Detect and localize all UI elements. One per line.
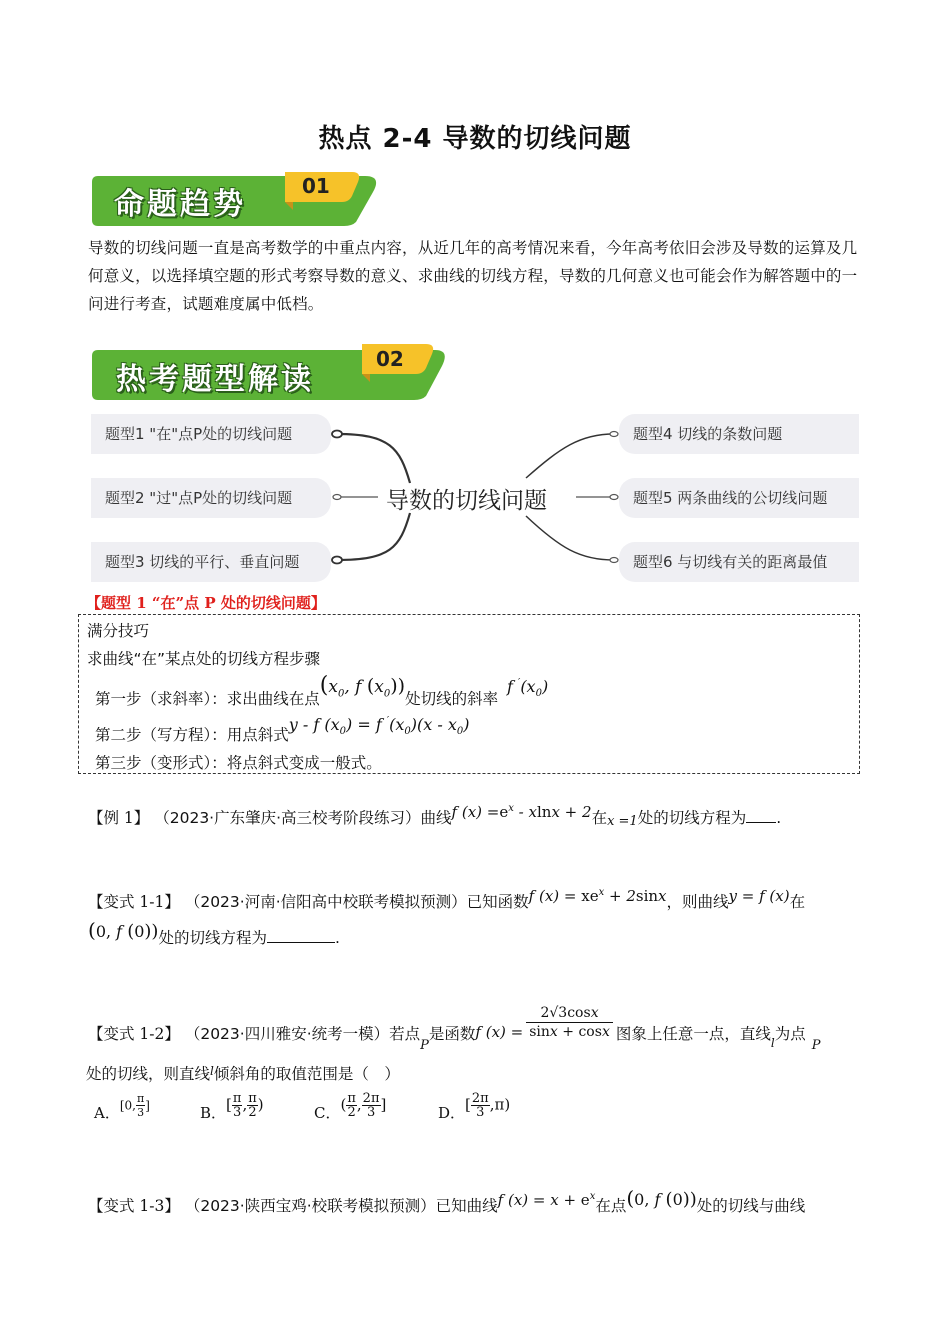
variant-tag: 【变式 1-2】 <box>88 1025 180 1043</box>
tips-box <box>78 614 860 774</box>
banner-number: 02 <box>376 347 404 371</box>
variant-line2b: 倾斜角的取值范围是（ ） <box>213 1065 400 1083</box>
point-p: P <box>420 1038 429 1053</box>
fraction: $\frac{2√3\cos x}{\sin x + \cos x}$ <box>526 1004 613 1041</box>
point-p: P <box>811 1038 821 1053</box>
example-end: 处的切线方程为 <box>637 809 747 827</box>
variant-source: （2023·四川雅安·统考一模）若点 <box>184 1025 421 1043</box>
variant-1-1-line2: (0, f (0))处的切线方程为 . <box>88 918 340 947</box>
variant-mid: 在点 <box>595 1197 627 1215</box>
line-l: l <box>210 1064 214 1078</box>
option-b[interactable]: B．[ $\frac{\pi}{3}$ , $\frac{\pi}{2}$ ) <box>200 1091 264 1122</box>
example-1: 【例 1】 （2023·广东肇庆·高三校考阶段练习）曲线f $(x) =e^x - xlnx + 2$在$_{x =1}$处的切线方程为 . <box>88 803 782 829</box>
option-label: D． <box>438 1103 466 1122</box>
answer-blank[interactable] <box>746 822 776 823</box>
banner-label: 命题趋势 <box>114 187 246 222</box>
variant-mid2: 图象上任意一点，直线 <box>615 1025 771 1043</box>
options-row <box>94 1092 794 1132</box>
variant-mid1: 是函数 <box>428 1025 476 1043</box>
example-tag: 【例 1】 <box>88 809 150 827</box>
option-label: A． <box>94 1103 120 1122</box>
mindmap-right-item: 题型4 切线的条数问题 <box>619 414 859 454</box>
variant-tag: 【变式 1-3】 <box>88 1197 180 1215</box>
section-banner-types <box>90 344 450 402</box>
point-formula: (0, f (0)) <box>88 918 159 942</box>
variant-1-1 <box>88 884 806 911</box>
variant-end: 处的切线与曲线 <box>696 1197 806 1215</box>
mindmap-left-item: 题型2 "过"点P处的切线问题 <box>91 478 331 518</box>
option-c[interactable]: C．( $\frac{\pi}{2}$ , $\frac{2\pi}{3}$ ] <box>314 1091 387 1122</box>
tips-title: 满分技巧 <box>87 622 150 640</box>
curve-formula: y = f (x) <box>728 887 790 905</box>
example-source: （2023·广东肇庆·高三校考阶段练习）曲线 <box>154 809 452 827</box>
option-label: C． <box>314 1103 341 1122</box>
variant-end2: 处的切线方程为 <box>158 929 267 947</box>
mindmap-left-item: 题型3 切线的平行、垂直问题 <box>91 542 331 582</box>
step1-text-a: 第一步（求斜率）：求出曲线在点 <box>95 690 320 708</box>
variant-1-2-line2 <box>86 1062 400 1084</box>
option-d[interactable]: D．[ $\frac{2\pi}{3}$ ,π) <box>438 1091 511 1122</box>
line-l: l <box>770 1036 775 1050</box>
function-formula: f $(x) = xe^x + 2\sin x$ <box>528 887 667 905</box>
variant-mid3: 为点 <box>774 1025 806 1043</box>
mindmap-right-item: 题型5 两条曲线的公切线问题 <box>619 478 859 518</box>
option-label: B． <box>200 1103 227 1122</box>
variant-source: （2023·陕西宝鸡·校联考模拟预测）已知曲线 <box>184 1197 498 1215</box>
step2-text: 第二步（写方程）：用点斜式 <box>95 726 289 744</box>
curve-formula: f $(x) =e^x - xlnx + 2$ <box>451 803 592 821</box>
curve-formula: f $(x) = x + e^x$ <box>497 1191 596 1209</box>
tips-step1 <box>95 673 549 708</box>
banner-number: 01 <box>302 174 330 198</box>
mindmap-left-item: 题型1 "在"点P处的切线问题 <box>91 414 331 454</box>
intro-paragraph: 导数的切线问题一直是高考数学的中重点内容，从近几年的高考情况来看，今年高考依旧会涉及导数的运算及几何意义，以选择填空题的形式考察导数的意义、求曲线的切线方程，导数的几何意义也可能会作为解答题中的一问进行考查，试题难度属中低档。 <box>88 239 858 313</box>
variant-1-2 <box>88 1004 821 1053</box>
point-formula: ($x_0$, f $(x_0)$) <box>319 673 406 700</box>
banner-label: 热考题型解读 <box>116 362 314 397</box>
point-formula: (0, f (0)) <box>626 1186 697 1210</box>
page-title: 热点 2-4 导数的切线问题 <box>318 124 632 154</box>
variant-mid: ，则曲线 <box>666 893 729 911</box>
x-value: x =1 <box>607 814 638 829</box>
mindmap-center: 导数的切线问题 <box>386 488 547 514</box>
type1-heading: 【题型 1 “在”点 P 处的切线问题】 <box>86 594 326 612</box>
point-slope-formula: y - f $(x_0) = f$ $'(x_0)(x - x_0)$ <box>288 715 470 738</box>
function-formula: f (x) = <box>475 1023 524 1041</box>
mindmap-right-item: 题型6 与切线有关的距离最值 <box>619 542 859 582</box>
example-mid: 在 <box>591 809 608 827</box>
step1-text-b: 处切线的斜率 <box>405 690 499 708</box>
mindmap <box>0 408 950 588</box>
slope-formula: f $'(x_0)$ <box>507 677 549 700</box>
option-a[interactable]: A．[0, $\frac{\pi}{3}$ ] <box>94 1092 150 1122</box>
tips-subtitle: 求曲线“在”某点处的切线方程步骤 <box>87 650 321 668</box>
tips-step2 <box>95 713 470 744</box>
variant-end1: 在 <box>789 893 806 911</box>
variant-source: （2023·河南·信阳高中校联考模拟预测）已知函数 <box>184 893 529 911</box>
tips-step3: 第三步（变形式）：将点斜式变成一般式。 <box>95 754 382 772</box>
variant-tag: 【变式 1-1】 <box>88 893 180 911</box>
answer-blank[interactable] <box>267 942 335 943</box>
variant-1-3 <box>88 1186 806 1215</box>
variant-line2: 处的切线，则直线 <box>86 1065 211 1083</box>
section-banner-trend <box>90 172 380 228</box>
